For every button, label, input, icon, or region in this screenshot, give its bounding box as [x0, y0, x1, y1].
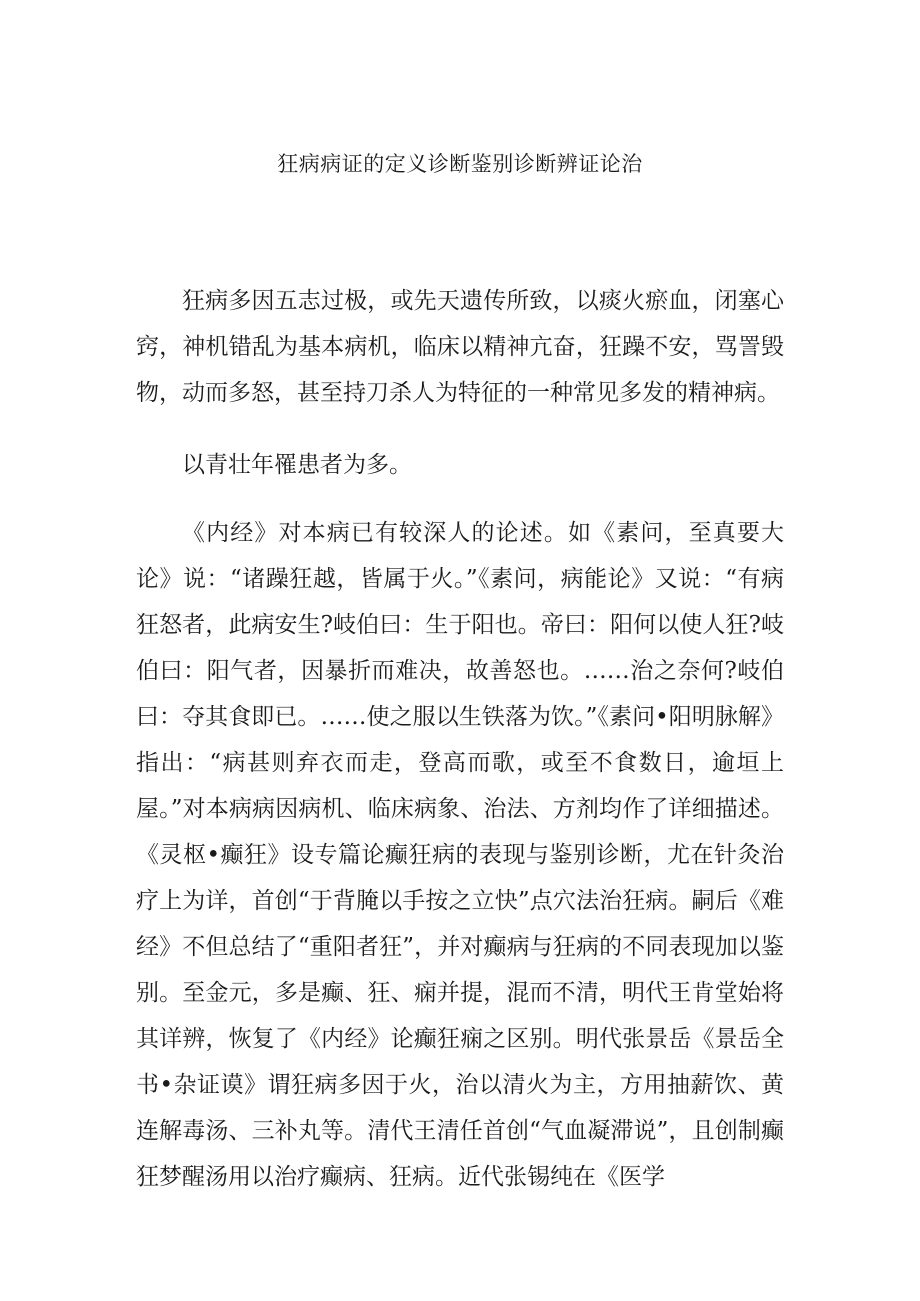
paragraph-definition: 狂病多因五志过极，或先天遗传所致，以痰火瘀血，闭塞心窍，神机错乱为基本病机，临床以精神亢奋，狂躁不安，骂詈毁物，动而多怒，甚至持刀杀人为特征的一种常见多发的精神病。 [136, 288, 784, 406]
paragraph-population: 以青壮年罹患者为多。 [182, 452, 412, 478]
document-title: 狂病病证的定义诊断鉴别诊断辨证论治 [277, 152, 643, 176]
paragraph-history: 《内经》对本病已有较深人的论述。如《素问，至真要大论》说：“诸躁狂越，皆属于火。”《素问，病能论》又说：“有病狂怒者，此病安生?岐伯曰：生于阳也。帝曰：阳何以使人狂?岐伯曰：阳气者，因暴折而难决，故善怒也。……治之奈何?岐伯曰：夺其食即已。……使之服以生铁落为饮。”《素问•阳明脉解》指出：“病甚则弃衣而走，登高而歌，或至不食数日，逾垣上屋。”对本病病因病机、临床病象、治法、方剂均作了详细描述。《灵枢•癫狂》设专篇论癫狂病的表现与鉴别诊断，尤在针灸治疗上为详，首创“于背腌以手按之立快”点穴法治狂病。嗣后《难经》不但总结了“重阳者狂”，并对癫病与狂病的不同表现加以鉴别。至金元，多是癫、狂、痫并提，混而不清，明代王肯堂始将其详辨，恢复了《内经》论癫狂痫之区别。明代张景岳《景岳全书•杂证谟》谓狂病多因于火，治以清火为主，方用抽薪饮、黄连解毒汤、三补丸等。清代王清任首创“气血凝滞说”，且创制癫狂梦醒汤用以治疗癫病、狂病。近代张锡纯在《医学 [136, 520, 784, 1190]
